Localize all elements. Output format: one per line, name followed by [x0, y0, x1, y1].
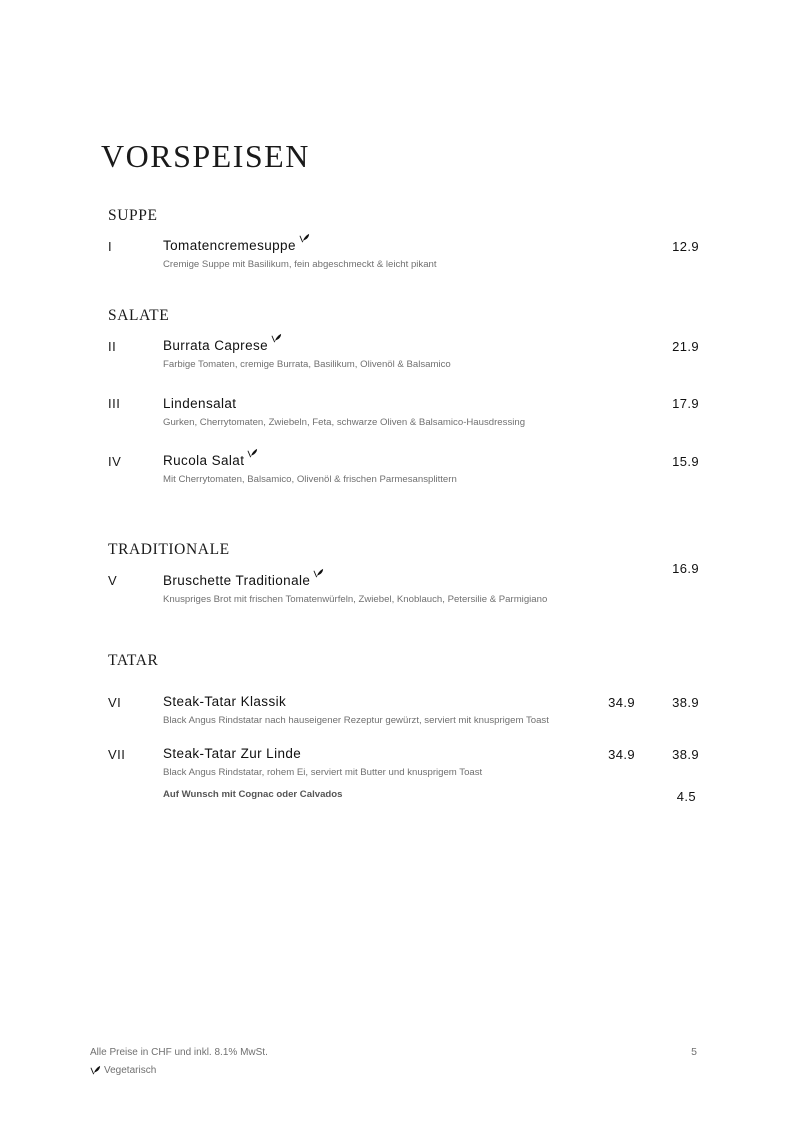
- item-name: Rucola Salat: [163, 453, 258, 468]
- vegetarian-legend: [90, 1065, 156, 1076]
- item-name: Steak-Tatar Klassik: [163, 694, 287, 709]
- item-name: Steak-Tatar Zur Linde: [163, 746, 302, 761]
- item-name: Tomatencremesuppe: [163, 238, 310, 253]
- item-description: Mit Cherrytomaten, Balsamico, Olivenöl & frischen Parmesansplittern: [163, 474, 457, 485]
- item-number: VI: [108, 695, 122, 710]
- section-title-tatar: TATAR: [108, 652, 159, 669]
- item-price: 16.9: [672, 561, 699, 576]
- legend-label: Vegetarisch: [104, 1065, 157, 1076]
- section-title-salate: SALATE: [108, 307, 170, 324]
- item-number: III: [108, 396, 121, 411]
- item-description: Knuspriges Brot mit frischen Tomatenwürfeln, Zwiebel, Knoblauch, Petersilie & Parmigiano: [163, 594, 548, 605]
- item-name: Bruschette Traditionale: [163, 573, 324, 588]
- item-number: V: [108, 573, 118, 588]
- item-price-small: 34.9: [608, 747, 635, 762]
- item-number: VII: [108, 747, 126, 762]
- item-description: Gurken, Cherrytomaten, Zwiebeln, Feta, schwarze Oliven & Balsamico-Hausdressing: [163, 417, 526, 428]
- item-price-small: 34.9: [608, 695, 635, 710]
- item-price: 15.9: [672, 454, 699, 469]
- section-title-suppe: SUPPE: [108, 207, 158, 224]
- item-price: 12.9: [672, 239, 699, 254]
- page-title: VORSPEISEN: [101, 138, 310, 174]
- section-title-traditionale: TRADITIONALE: [108, 541, 230, 558]
- item-number: I: [108, 239, 113, 254]
- vegetarian-leaf-icon: [299, 233, 310, 244]
- item-name: Burrata Caprese: [163, 338, 282, 353]
- item-number: IV: [108, 454, 122, 469]
- page-number: 5: [691, 1046, 697, 1058]
- item-description: Black Angus Rindstatar nach hauseigener Rezeptur gewürzt, serviert mit knusprigem Toast: [163, 715, 549, 726]
- item-price: 21.9: [672, 339, 699, 354]
- item-price: 17.9: [672, 396, 699, 411]
- item-price: 38.9: [672, 695, 699, 710]
- item-number: II: [108, 339, 117, 354]
- vegetarian-leaf-icon: [313, 568, 324, 579]
- prices-note: Alle Preise in CHF und inkl. 8.1% MwSt.: [90, 1047, 268, 1058]
- vegetarian-leaf-icon: [90, 1065, 101, 1076]
- vegetarian-leaf-icon: [271, 333, 282, 344]
- item-description: Farbige Tomaten, cremige Burrata, Basilikum, Olivenöl & Balsamico: [163, 359, 451, 370]
- item-option-note: Auf Wunsch mit Cognac oder Calvados: [163, 789, 343, 800]
- item-description: Black Angus Rindstatar, rohem Ei, serviert mit Butter und knusprigem Toast: [163, 767, 483, 778]
- item-name: Lindensalat: [163, 396, 237, 411]
- item-price: 38.9: [672, 747, 699, 762]
- item-description: Cremige Suppe mit Basilikum, fein abgeschmeckt & leicht pikant: [163, 259, 437, 270]
- item-option-price: 4.5: [676, 789, 696, 804]
- vegetarian-leaf-icon: [247, 448, 258, 459]
